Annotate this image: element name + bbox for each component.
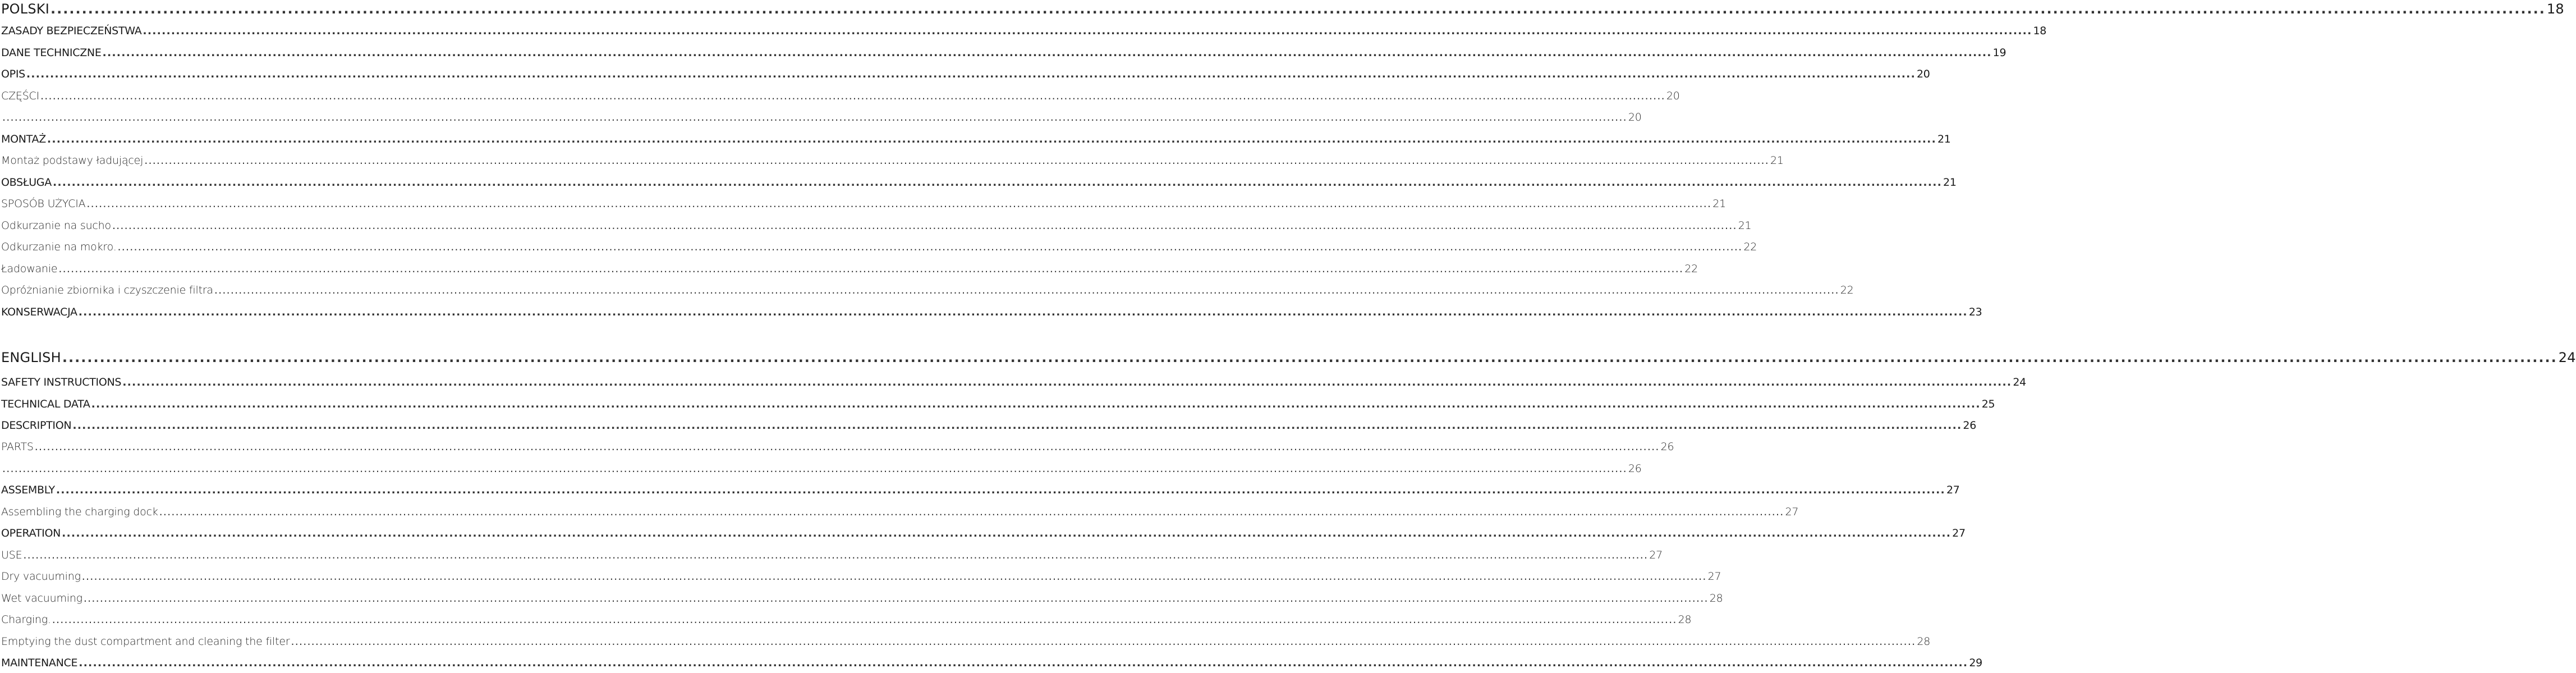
toc-entry-label: ENGLISH [1,350,61,365]
dot-leader: ................................................................................................................................................................................................................................................................................................................................................................................................................ [23,549,1649,561]
toc-entry-label: ZASADY BEZPIECZEŃSTWA [1,25,142,37]
dot-leader: ................................................................................................................................................................................................................................................................................................................................................................................................................ [117,241,1743,253]
toc-entry-label: TECHNICAL DATA [1,398,90,410]
dot-leader: ................................................................................................................................................................................................................................................................................................................................................................................................................ [144,154,1770,167]
toc-entry-label: Dry vacuuming [1,570,81,583]
toc-entry-label: Odkurzanie na mokro. [1,241,117,253]
toc-page-number: 29 [1969,657,1982,669]
dot-leader: ................................................................................................................................................................................................................................................................................................................................................................................................................ [34,441,1660,453]
toc-page-number: 21 [1712,198,1726,210]
toc-entry-label: Charging. [1,614,51,626]
dot-leader: ................................................................................................................................................................................................................................................................................................................................................................................................................ [86,198,1712,210]
dot-leader: ................................................................................................................................................................................................................................................................................................................................................................................................................ [47,133,1937,145]
toc-entry-label: SPOSÓB UŻYCIA [1,198,86,210]
toc-entry[interactable] [1,484,1960,496]
toc-entry[interactable] [1,284,1854,296]
toc-page-number: 21 [1937,133,1951,145]
dot-leader: ................................................................................................................................................................................................................................................................................................................................................................................................................ [58,263,1684,275]
toc-entry-label: Montaż podstawy ładującej [1,154,144,167]
toc-page-number: 28 [1709,592,1723,605]
toc-entry-label: MONTAŻ [1,133,46,145]
toc-entry-label: PARTS [1,441,34,453]
toc-entry-label: OBSŁUGA [1,176,52,189]
toc-page-number: 27 [1952,527,1966,539]
toc-entry[interactable] [1,68,1930,80]
toc-entry[interactable] [1,47,2006,59]
toc-entry[interactable] [1,398,1995,410]
dot-leader: ................................................................................................................................................................................................................................................................................................................................................................................................................ [81,570,1707,583]
toc-entry[interactable] [1,441,1674,453]
toc-page-number: 28 [1917,635,1931,648]
toc-entry-label: SAFETY INSTRUCTIONS [1,376,122,388]
toc-entry[interactable] [1,219,1752,232]
toc-page-number: 22 [1684,263,1698,275]
toc-entry[interactable] [1,306,1982,318]
toc-entry-label: DANE TECHNICZNE [1,47,102,59]
toc-page-number: 27 [1946,484,1960,496]
toc-entry[interactable] [1,570,1721,583]
toc-page-number: 26 [1963,419,1976,432]
toc-entry[interactable] [1,635,1931,648]
dot-leader: ................................................................................................................................................................................................................................................................................................................................................................................................................ [56,484,1945,496]
dot-leader: ................................................................................................................................................................................................................................................................................................................................................................................................................ [62,527,1951,539]
toc-entry-label: DESCRIPTION [1,419,72,432]
toc-entry-label: OPERATION [1,527,61,539]
dot-leader: ................................................................................................................................................................................................................................................................................................................................................................................................................ [79,657,1968,669]
toc-page-number: 21 [1770,154,1784,167]
toc-entry-label: Ładowanie [1,263,58,275]
toc-page-number: 24 [2558,350,2576,365]
dot-leader: ................................................................................................................................................................................................................................................................................................................................................................................................................ [50,1,2546,17]
dot-leader: ................................................................................................................................................................................................................................................................................................................................................................................................................ [72,419,1962,432]
dot-leader: ................................................................................................................................................................................................................................................................................................................................................................................................................ [214,284,1839,296]
toc-page-number: 21 [1943,176,1957,189]
toc-entry[interactable] [1,241,1757,253]
toc-entry[interactable] [1,263,1698,275]
toc-page-number: 27 [1707,570,1721,583]
toc-entry-label: POLSKI [1,1,49,17]
toc-entry[interactable] [1,133,1951,145]
dot-leader: ................................................................................................................................................................................................................................................................................................................................................................................................................ [78,306,1968,318]
toc-page-number: 26 [1628,463,1642,475]
toc-entry[interactable] [1,527,1966,539]
toc-entry[interactable] [1,376,2026,388]
dot-leader: ................................................................................................................................................................................................................................................................................................................................................................................................................ [291,635,1916,648]
toc-entry-label: Odkurzanie na sucho [1,219,111,232]
dot-leader: ................................................................................................................................................................................................................................................................................................................................................................................................................ [143,25,2032,37]
toc-page-number: 27 [1785,506,1799,518]
dot-leader: ................................................................................................................................................................................................................................................................................................................................................................................................................ [91,398,1981,410]
toc-entry[interactable] [1,176,1957,189]
dot-leader: ................................................................................................................................................................................................................................................................................................................................................................................................................ [2,111,1627,123]
toc-entry[interactable] [1,592,1723,605]
dot-leader: ................................................................................................................................................................................................................................................................................................................................................................................................................ [2,463,1627,475]
toc-entry[interactable] [1,419,1976,432]
toc-entry-label: Emptying the dust compartment and cleaning the filter [1,635,290,648]
toc-entry[interactable] [1,614,1692,626]
dot-leader: ................................................................................................................................................................................................................................................................................................................................................................................................................ [62,350,2557,365]
toc-entry-label: KONSERWACJA [1,306,77,318]
toc-page-number: 27 [1649,549,1663,561]
toc-entry[interactable] [1,154,1784,167]
toc-page-number: 20 [1666,90,1680,102]
toc-page-number: 20 [1917,68,1930,80]
toc-page-number: 20 [1628,111,1642,123]
toc-page-number: 21 [1738,219,1752,232]
dot-leader: ................................................................................................................................................................................................................................................................................................................................................................................................................ [102,47,1992,59]
dot-leader: ................................................................................................................................................................................................................................................................................................................................................................................................................ [159,506,1784,518]
toc-entry-label: Assembling the charging dock [1,506,158,518]
toc-entry[interactable] [1,25,2047,37]
toc-entry-label: Wet vacuuming [1,592,82,605]
toc-entry[interactable] [1,90,1680,102]
toc-page-number: 22 [1840,284,1854,296]
toc-page-number: 22 [1743,241,1757,253]
dot-leader: ................................................................................................................................................................................................................................................................................................................................................................................................................ [122,376,2012,388]
toc-section-heading[interactable] [1,350,2576,365]
dot-leader: ................................................................................................................................................................................................................................................................................................................................................................................................................ [40,90,1665,102]
toc-page-number: 26 [1660,441,1674,453]
toc-page-number: 28 [1678,614,1692,626]
toc-entry[interactable] [1,111,1642,123]
toc-entry-label: CZĘŚCI [1,90,40,102]
toc-entry[interactable] [1,463,1642,475]
toc-page-number: 18 [2546,1,2564,17]
toc-page-number: 23 [1968,306,1982,318]
toc-entry[interactable] [1,506,1799,518]
toc-entry-label: ASSEMBLY [1,484,55,496]
toc-entry-label: OPIS [1,68,25,80]
toc-entry[interactable] [1,657,1982,669]
toc-entry-label: Opróżnianie zbiornika i czyszczenie filtra [1,284,213,296]
dot-leader: ................................................................................................................................................................................................................................................................................................................................................................................................................ [26,68,1916,80]
toc-page-number: 25 [1981,398,1995,410]
toc-page-number: 18 [2033,25,2047,37]
toc-entry[interactable] [1,198,1726,210]
toc-page-number: 19 [1992,47,2006,59]
dot-leader: ................................................................................................................................................................................................................................................................................................................................................................................................................ [52,176,1943,189]
dot-leader: ................................................................................................................................................................................................................................................................................................................................................................................................................ [52,614,1677,626]
dot-leader: ................................................................................................................................................................................................................................................................................................................................................................................................................ [112,219,1737,232]
toc-section-heading[interactable] [1,1,2564,17]
toc-entry-label: MAINTENANCE [1,657,78,669]
toc-entry[interactable] [1,549,1663,561]
toc-page-number: 24 [2013,376,2026,388]
toc-entry-label: USE [1,549,22,561]
dot-leader: ................................................................................................................................................................................................................................................................................................................................................................................................................ [83,592,1709,605]
